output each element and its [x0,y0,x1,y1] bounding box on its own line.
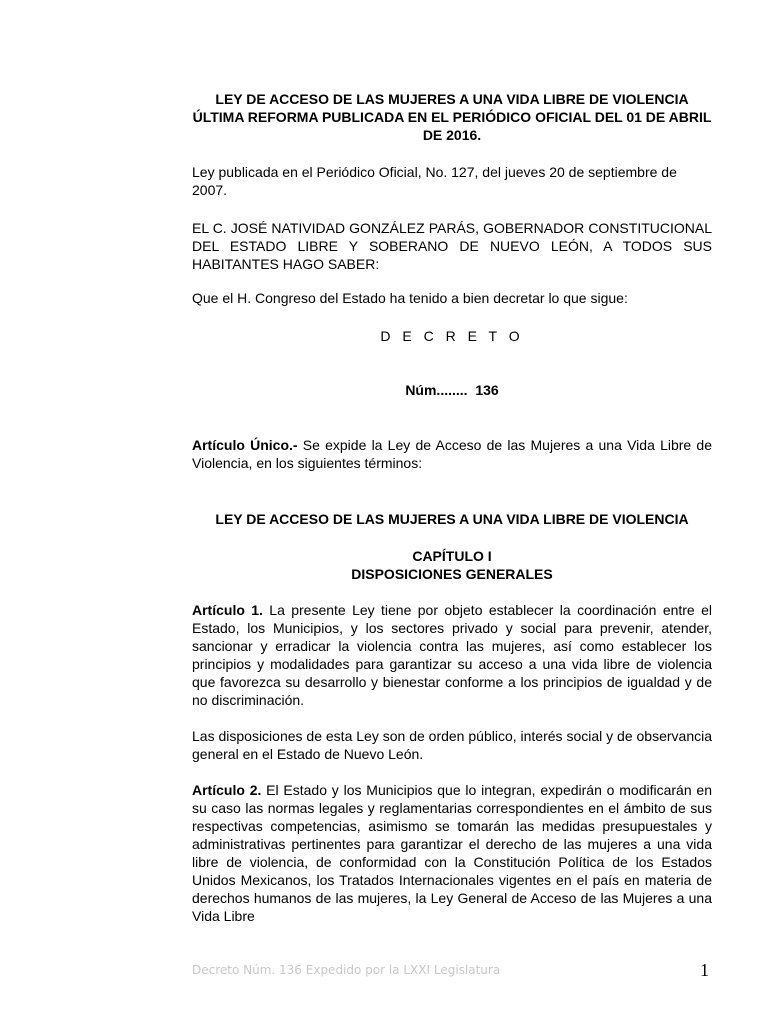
article-2-label: Artículo 2. [192,782,262,798]
title-line-3: DE 2016. [422,127,482,143]
article-2 [192,781,712,925]
title-line-1: LEY DE ACCESO DE LAS MUJERES A UNA VIDA LIBRE DE VIOLENCIA [215,91,689,107]
articulo-unico [192,436,712,472]
congress-statement: Que el H. Congreso del Estado ha tenido a bien decretar lo que sigue: [192,290,628,306]
article-2-text: El Estado y los Municipios que lo integran, expedirán o modificarán en su caso las normas legales y reglamentarias correspondientes en el ámbito de sus respectivas competencias, asimismo se tomarán las medidas presupuestales y administrativas pertinentes para garantizar el derecho de las mujeres a una vida libre de violencia, de conformidad con la Constitución Política de los Estados Unidos Mexicanos, los Tratados Internacionales vigentes en el país en materia de derechos humanos de las mujeres, la Ley General de Acceso de las Mujeres a una Vida Libre [192,782,712,924]
articulo-unico-text: Se expide la Ley de Acceso de las Mujeres a una Vida Libre de Violencia, en los siguientes términos: [192,437,712,471]
articulo-unico-label: Artículo Único.- [192,437,298,453]
page-number: 1 [700,960,709,980]
chapter-number: CAPÍTULO I [412,548,492,564]
publication-note: Ley publicada en el Periódico Oficial, No. 127, del jueves 20 de septiembre de 2007. [192,164,677,198]
chapter-title: DISPOSICIONES GENERALES [351,566,553,582]
article-1-label: Artículo 1. [192,602,263,618]
article-1 [192,601,712,709]
law-title: LEY DE ACCESO DE LAS MUJERES A UNA VIDA LIBRE DE VIOLENCIA [215,511,689,527]
title-line-2: ÚLTIMA REFORMA PUBLICADA EN EL PERIÓDICO OFICIAL DEL 01 DE ABRIL [192,109,712,125]
decreto-heading: D E C R E T O [380,328,524,344]
footer-decree-note: Decreto Núm. 136 Expedido por la LXXI Legislatura [192,963,501,977]
article-1-paragraph-2: Las disposiciones de esta Ley son de orden público, interés social y de observancia general en el Estado de Nuevo León. [192,728,712,762]
document-body [192,90,712,925]
article-1-text: La presente Ley tiene por objeto establecer la coordinación entre el Estado, los Municipios, y los sectores privado y social para prevenir, atender, sancionar y erradicar la violencia contra las mujeres, así como establecer los principios y modalidades para garantizar su acceso a una vida libre de violencia que favorezca su desarrollo y bienestar conforme a los principios de igualdad y de no discriminación. [192,602,712,708]
governor-statement: EL C. JOSÉ NATIVIDAD GONZÁLEZ PARÁS, GOBERNADOR CONSTITUCIONAL DEL ESTADO LIBRE Y SOBERANO DE NUEVO LEÓN, A TODOS SUS HABITANTES HAGO SABER: [192,220,712,272]
decree-number: Núm........ 136 [405,382,499,398]
